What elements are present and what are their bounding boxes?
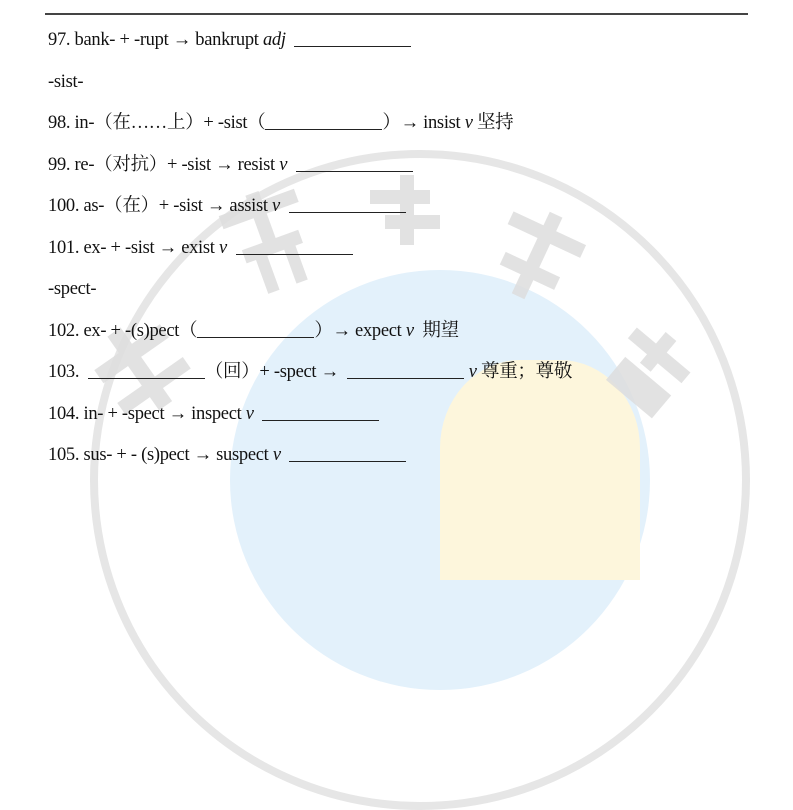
answer-blank[interactable] (262, 404, 379, 421)
top-rule (45, 13, 748, 15)
item-text: 101. ex- + -sist → exist (48, 237, 219, 258)
exercise-item (48, 194, 406, 218)
item-text: 103. (48, 362, 88, 382)
item-text (286, 30, 295, 50)
answer-blank[interactable] (347, 362, 464, 379)
part-of-speech: v (245, 403, 254, 424)
answer-blank[interactable] (236, 238, 353, 255)
part-of-speech: adj (262, 30, 286, 50)
item-text: -sist- (48, 71, 84, 92)
item-text: 100. as-（在）+ -sist → assist (48, 196, 273, 216)
exercise-item (48, 111, 513, 135)
exercise-item (48, 360, 572, 384)
answer-blank[interactable] (296, 155, 413, 172)
item-text: 期望 (413, 320, 459, 341)
item-text: ）→ insist (382, 113, 465, 133)
item-text (280, 196, 289, 216)
exercise-item (48, 443, 406, 467)
part-of-speech: v (468, 362, 477, 382)
part-of-speech: v (272, 196, 280, 216)
part-of-speech: v (405, 320, 414, 341)
exercise-item (48, 319, 459, 343)
item-text: 99. re-（对抗）+ -sist → resist (48, 154, 280, 175)
item-text: 坚持 (472, 113, 514, 133)
section-heading (48, 70, 83, 94)
exercise-item (48, 236, 353, 260)
answer-blank[interactable] (289, 196, 406, 213)
item-text: ）→ expect (314, 320, 406, 341)
item-text: （回）+ -spect → (204, 362, 348, 382)
part-of-speech: v (272, 445, 281, 465)
answer-blank[interactable] (294, 30, 411, 47)
exercise-item (48, 153, 413, 177)
item-text (254, 404, 263, 424)
item-text: 98. in-（在……上）+ -sist（ (48, 113, 266, 133)
item-text: 97. bank- + -rupt → bankrupt (48, 30, 263, 50)
item-text: 尊重；尊敬 (476, 362, 573, 382)
answer-blank[interactable] (265, 113, 382, 130)
answer-blank[interactable] (289, 445, 406, 462)
answer-blank[interactable] (197, 321, 314, 338)
part-of-speech: v (464, 113, 473, 133)
exercise-item (48, 28, 411, 52)
item-text: 102. ex- + -(s)pect（ (48, 320, 198, 341)
part-of-speech: v (279, 154, 288, 175)
part-of-speech: v (218, 237, 227, 258)
exercise-item (48, 402, 379, 426)
section-heading (48, 277, 96, 301)
item-text (227, 238, 236, 258)
answer-blank[interactable] (88, 362, 205, 379)
item-text (281, 445, 290, 465)
item-text: -spect- (48, 279, 97, 299)
item-text: 105. sus- + - (s)pect → suspect (48, 445, 273, 465)
item-text (287, 155, 296, 175)
item-text: 104. in- + -spect → inspect (48, 403, 246, 424)
